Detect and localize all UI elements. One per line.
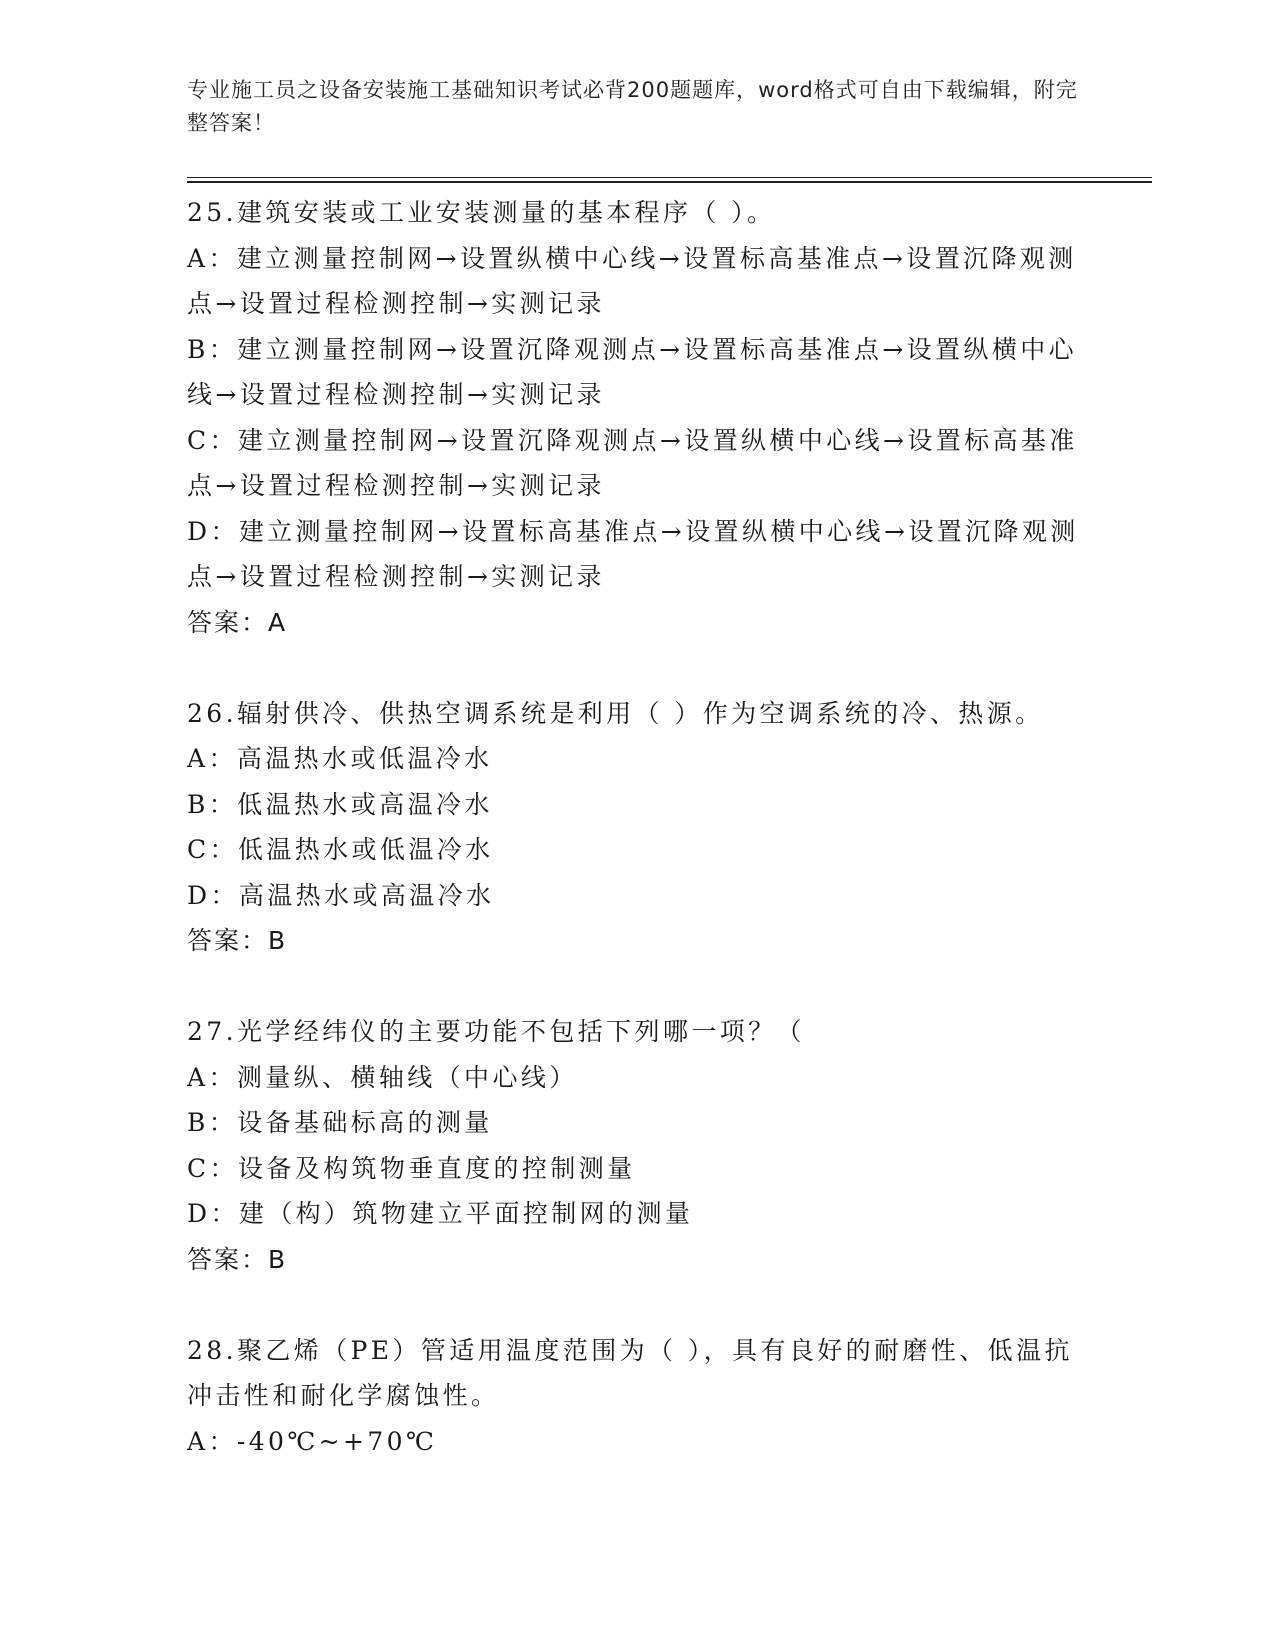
question-stem: 28.聚乙烯（PE）管适用温度范围为（ ），具有良好的耐磨性、低温抗冲击性和耐化学腐蚀性。 xyxy=(187,1335,1073,1410)
option-c: C：设备及构筑物垂直度的控制测量 xyxy=(187,1153,636,1183)
option-c: C：建立测量控制网→设置沉降观测点→设置纵横中心线→设置标高基准点→设置过程检测控制→实测记录 xyxy=(187,425,1078,500)
header-divider-thin xyxy=(187,177,1152,178)
question-28 xyxy=(187,1328,1087,1465)
option-a: A：建立测量控制网→设置纵横中心线→设置标高基准点→设置沉降观测点→设置过程检测控制→实测记录 xyxy=(187,243,1077,318)
answer-line: 答案：B xyxy=(187,926,288,955)
option-b: B：低温热水或高温冷水 xyxy=(187,789,493,819)
option-a: A：-40℃~+70℃ xyxy=(187,1426,438,1456)
option-d: D：高温热水或高温冷水 xyxy=(187,880,495,910)
option-a: A：高温热水或低温冷水 xyxy=(187,744,493,773)
question-27 xyxy=(187,1009,1087,1282)
option-b: B：建立测量控制网→设置沉降观测点→设置标高基准点→设置纵横中心线→设置过程检测控制→实测记录 xyxy=(187,334,1078,409)
question-stem: 25.建筑安装或工业安装测量的基本程序（ ）。 xyxy=(187,198,776,227)
question-26 xyxy=(187,691,1087,964)
option-c: C：低温热水或低温冷水 xyxy=(187,835,494,864)
option-d: D：建（构）筑物建立平面控制网的测量 xyxy=(187,1199,694,1228)
document-header: 专业施工员之设备安装施工基础知识考试必背200题题库，word格式可自由下载编辑，附完整答案！ xyxy=(187,78,1078,135)
option-a: A：测量纵、横轴线（中心线） xyxy=(187,1062,578,1092)
answer-line: 答案：B xyxy=(187,1244,288,1274)
question-stem: 27.光学经纬仪的主要功能不包括下列哪一项？（ xyxy=(187,1017,805,1046)
question-stem: 26.辐射供冷、供热空调系统是利用（ ）作为空调系统的冷、热源。 xyxy=(187,698,1044,728)
option-b: B：设备基础标高的测量 xyxy=(187,1108,493,1137)
question-list xyxy=(187,190,1087,1464)
question-25 xyxy=(187,190,1087,645)
header-divider-thick xyxy=(187,181,1152,183)
answer-line: 答案：A xyxy=(187,607,288,637)
option-d: D：建立测量控制网→设置标高基准点→设置纵横中心线→设置沉降观测点→设置过程检测控制→实测记录 xyxy=(187,516,1079,591)
